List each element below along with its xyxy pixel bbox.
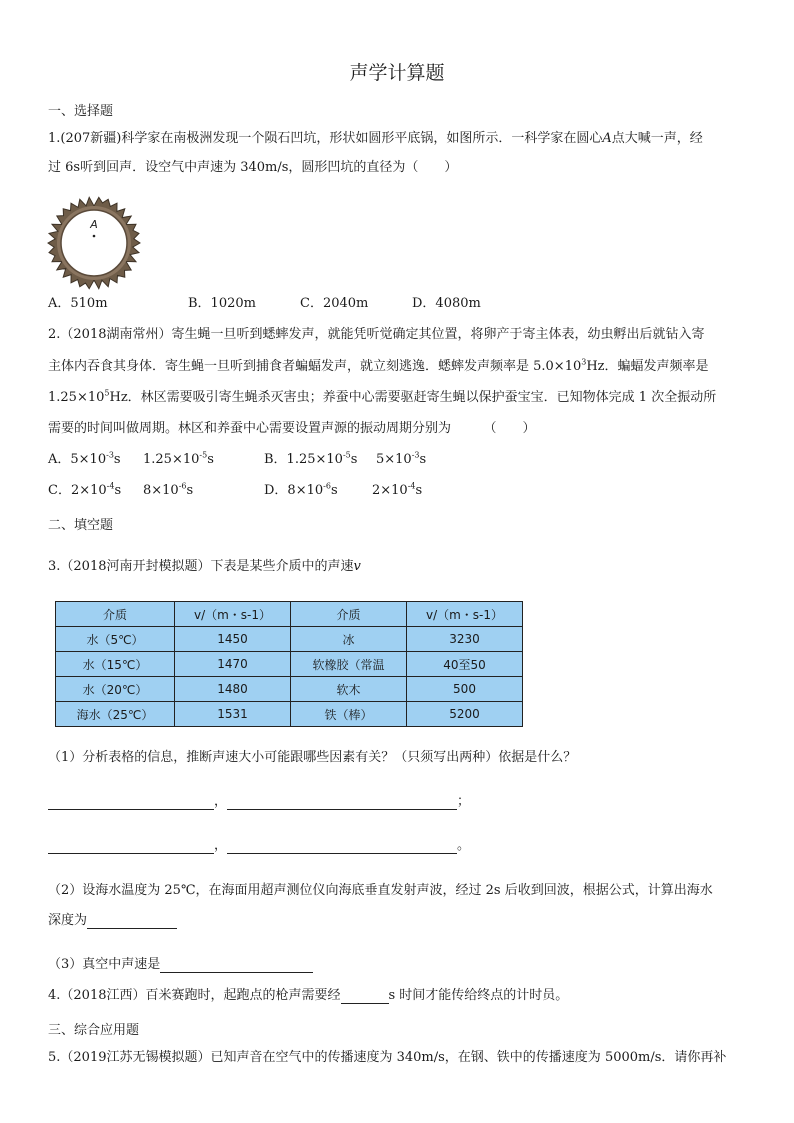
q1-option-b: B．1020m [188, 296, 256, 311]
table-header-cell: 介质 [291, 602, 407, 627]
table-row [56, 627, 523, 652]
table-row [56, 677, 523, 702]
section-heading-application: 三、综合应用题 [48, 1023, 140, 1038]
table-header-cell: v/（m・s-1） [407, 602, 523, 627]
q3-comma: ， [214, 794, 228, 809]
q2-opt-text: D．8×10 [264, 483, 324, 498]
q2-opt-unit: s [113, 452, 121, 467]
q2-option-c1 [48, 483, 121, 499]
q2-option-b1 [264, 452, 357, 468]
q2-option-c2 [143, 483, 193, 499]
q5-text: 5.（2019江苏无锡模拟题）已知声音在空气中的传播速度为 340m/s，在钢、铁中的传播速度为 5000m/s．请你再补 [48, 1050, 727, 1065]
table-cell: 水（5℃） [56, 627, 175, 652]
q2-opt-text: 5×10 [376, 452, 412, 467]
table-cell: 水（20℃） [56, 677, 175, 702]
q3-answer-line-1 [48, 794, 470, 810]
q3-v-symbol: v [353, 559, 361, 574]
answer-blank[interactable] [48, 839, 214, 854]
q2-opt-exp: -6 [323, 481, 331, 491]
sound-speed-table [55, 601, 523, 727]
q2-opt-exp: -4 [407, 481, 416, 491]
q2-opt-text: 1.25×10 [143, 452, 200, 467]
q1-option-a: A．510m [48, 296, 108, 311]
q2-line2 [48, 359, 709, 375]
q2-line3-text-b: Hz．林区需要吸引寄生蝇杀灭害虫；养蚕中心需要驱赶寄生蝇以保护蚕宝宝．已知物体完成 1 次全振动所 [109, 390, 717, 405]
q2-opt-unit: s [415, 483, 423, 498]
q3-sub2-line2 [48, 913, 177, 929]
q3-semicolon: ； [457, 794, 471, 809]
q3-sub2-line1: （2）设海水温度为 25℃，在海面用超声测位仪向海底垂直发射声波，经过 2s 后收到回波，根据公式，计算出海水 [48, 883, 713, 898]
q2-opt-text: B．1.25×10 [264, 452, 343, 467]
q2-opt-text: 2×10 [372, 483, 408, 498]
table-header-cell: 介质 [56, 602, 175, 627]
q3-period: 。 [457, 838, 471, 853]
table-cell: 软橡胶（常温 [291, 652, 407, 677]
table-cell: 1531 [175, 702, 291, 727]
q2-opt-exp: -3 [411, 450, 420, 460]
q2-opt-unit: s [350, 452, 358, 467]
table-cell: 海水（25℃） [56, 702, 175, 727]
table-row [56, 702, 523, 727]
q3-sub1: （1）分析表格的信息，推断声速大小可能跟哪些因素有关？（只须写出两种）依据是什么？ [48, 750, 577, 765]
q2-opt-unit: s [186, 483, 194, 498]
crater-figure [47, 196, 141, 290]
table-cell: 1450 [175, 627, 291, 652]
table-header-cell: v/（m・s-1） [175, 602, 291, 627]
q2-option-a2 [143, 452, 214, 468]
table-cell: 1480 [175, 677, 291, 702]
q1-line1 [48, 131, 703, 147]
table-row [56, 652, 523, 677]
q2-line3-text: 1.25×10 [48, 390, 105, 405]
q2-opt-exp: -6 [178, 481, 187, 491]
answer-blank[interactable] [227, 795, 457, 810]
q3-answer-line-2 [48, 838, 470, 854]
q2-option-a1 [48, 452, 121, 468]
table-cell: 500 [407, 677, 523, 702]
q4-text [48, 988, 568, 1004]
table-cell: 水（15℃） [56, 652, 175, 677]
table-cell: 铁（棒） [291, 702, 407, 727]
q2-option-b2 [376, 452, 426, 468]
answer-blank[interactable] [87, 914, 177, 929]
q2-opt-unit: s [114, 483, 122, 498]
section-heading-choice: 一、选择题 [48, 104, 114, 119]
q1-text: 1.(207新疆)科学家在南极洲发现一个陨石凹坑，形状如圆形平底锅，如图所示．一科学家在圆心 [48, 131, 603, 146]
crater-center-dot [93, 235, 96, 238]
table-cell: 5200 [407, 702, 523, 727]
section-heading-fill: 二、填空题 [48, 518, 114, 533]
q2-line3 [48, 390, 716, 406]
q2-opt-unit: s [330, 483, 338, 498]
q3-intro [48, 559, 361, 575]
q2-opt-exp: -4 [106, 481, 115, 491]
crater-label: A [90, 218, 98, 231]
q3-sub2-text: 深度为 [48, 913, 88, 928]
q4-text-b: s 时间才能传给终点的计时员。 [388, 988, 569, 1003]
q1-text-b: 点大喊一声，经 [611, 131, 703, 146]
q3-comma: ， [214, 838, 228, 853]
q2-option-d2 [372, 483, 422, 499]
q2-opt-unit: s [207, 452, 214, 467]
table-cell: 1470 [175, 652, 291, 677]
answer-blank[interactable] [160, 958, 313, 973]
answer-blank[interactable] [48, 795, 214, 810]
table-cell: 40至50 [407, 652, 523, 677]
q2-opt-text: A．5×10 [48, 452, 107, 467]
q4-text-a: 4.（2018江西）百米赛跑时，起跑点的枪声需要经 [48, 988, 341, 1003]
table-header-row [56, 602, 523, 627]
q2-option-d1 [264, 483, 338, 499]
q2-opt-exp: -5 [199, 450, 208, 460]
answer-blank[interactable] [341, 989, 389, 1004]
q1-point-a: A [602, 131, 612, 146]
q2-opt-exp: -5 [342, 450, 351, 460]
q2-line1: 2.（2018湖南常州）寄生蝇一旦听到蟋蟀发声，就能凭听觉确定其位置，将卵产于寄主体表，幼虫孵出后就钻入寄 [48, 327, 705, 342]
q2-opt-text: C．2×10 [48, 483, 107, 498]
q2-exp: 3 [581, 357, 587, 367]
q1-line2: 过 6s听到回声．设空气中声速为 340m/s，圆形凹坑的直径为（ ） [48, 160, 458, 175]
q3-sub3-text: （3）真空中声速是 [48, 957, 161, 972]
q1-option-c: C．2040m [300, 296, 369, 311]
q2-opt-exp: -3 [106, 450, 114, 460]
table-cell: 冰 [291, 627, 407, 652]
table-cell: 软木 [291, 677, 407, 702]
q1-option-d: D．4080m [412, 296, 481, 311]
q2-line4: 需要的时间叫做周期。林区和养蚕中心需要设置声源的振动周期分别为 （ ） [48, 421, 536, 436]
q2-opt-unit: s [419, 452, 427, 467]
answer-blank[interactable] [227, 839, 457, 854]
q2-line2-text-b: Hz．蝙蝠发声频率是 [586, 359, 709, 374]
q3-intro-text: 3.（2018河南开封模拟题）下表是某些介质中的声速 [48, 559, 354, 574]
q2-exp: 5 [104, 388, 110, 398]
q2-opt-text: 8×10 [143, 483, 179, 498]
table-cell: 3230 [407, 627, 523, 652]
page-title: 声学计算题 [349, 62, 445, 84]
q3-sub3 [48, 957, 313, 973]
q2-line2-text: 主体内吞食其身体．寄生蝇一旦听到捕食者蝙蝠发声，就立刻逃逸．蟋蟀发声频率是 5.0×10 [48, 359, 582, 374]
